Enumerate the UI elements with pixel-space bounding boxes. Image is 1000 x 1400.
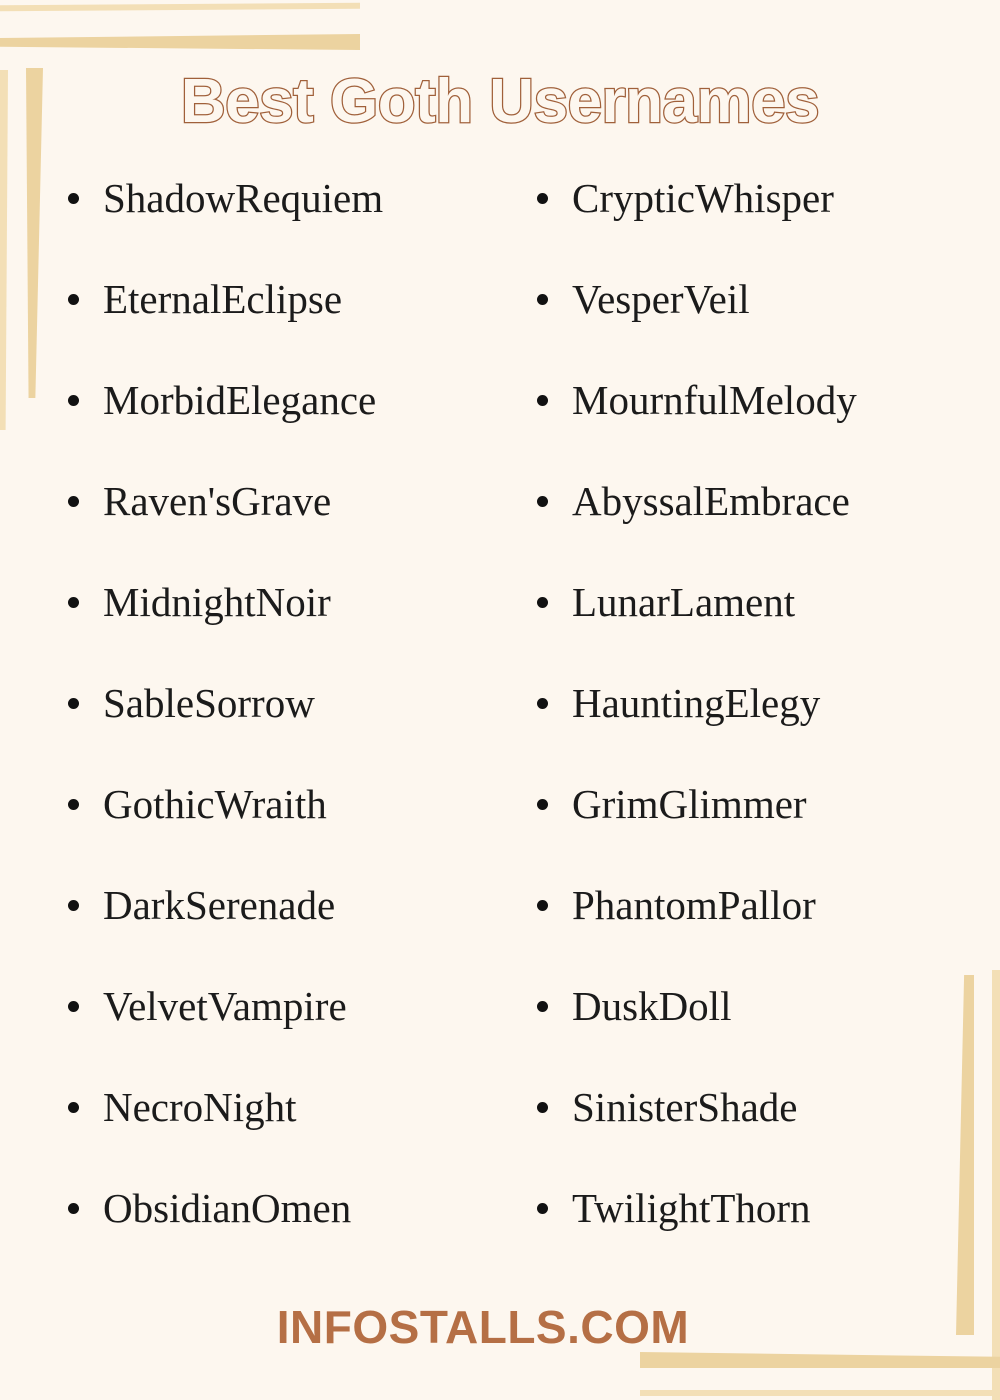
list-item — [537, 653, 857, 754]
bullet-icon — [68, 799, 79, 810]
top-decor-stripe — [0, 34, 360, 50]
bullet-icon — [68, 496, 79, 507]
list-item — [537, 1158, 857, 1259]
username-list-left — [68, 148, 383, 1259]
username-text: GrimGlimmer — [572, 781, 807, 827]
list-item — [537, 451, 857, 552]
username-text: MorbidElegance — [103, 377, 377, 423]
list-item — [68, 855, 383, 956]
bottom-decor-stripe-thin — [640, 1390, 1000, 1396]
username-text: SinisterShade — [572, 1084, 798, 1130]
bullet-icon — [537, 496, 548, 507]
bottom-decor-stripe — [640, 1352, 1000, 1368]
list-item — [537, 754, 857, 855]
bullet-icon — [537, 294, 548, 305]
list-item — [537, 552, 857, 653]
page-title: Best Goth Usernames — [180, 67, 820, 136]
username-text: MidnightNoir — [103, 579, 331, 625]
bullet-icon — [68, 1102, 79, 1113]
username-text: MournfulMelody — [572, 377, 857, 423]
top-decor-stripe-thin — [0, 3, 360, 12]
list-item — [68, 249, 383, 350]
bullet-icon — [537, 1102, 548, 1113]
username-text: CrypticWhisper — [572, 175, 834, 221]
username-text: VesperVeil — [572, 276, 750, 322]
username-text: NecroNight — [103, 1084, 297, 1130]
bullet-icon — [68, 698, 79, 709]
list-item — [68, 148, 383, 249]
bullet-icon — [68, 193, 79, 204]
username-text: Raven'sGrave — [103, 478, 332, 524]
bullet-icon — [68, 597, 79, 608]
bullet-icon — [68, 1001, 79, 1012]
list-item — [68, 653, 383, 754]
list-item — [68, 451, 383, 552]
bullet-icon — [537, 395, 548, 406]
username-text: TwilightThorn — [572, 1185, 811, 1231]
list-item — [537, 350, 857, 451]
username-text: GothicWraith — [103, 781, 327, 827]
list-item — [537, 855, 857, 956]
list-item — [537, 148, 857, 249]
list-item — [68, 1057, 383, 1158]
bullet-icon — [68, 294, 79, 305]
list-item — [68, 552, 383, 653]
list-item — [537, 249, 857, 350]
username-text: ObsidianOmen — [103, 1185, 352, 1231]
bullet-icon — [68, 395, 79, 406]
username-text: PhantomPallor — [572, 882, 816, 928]
list-item — [68, 1158, 383, 1259]
right-decor-stripe-thin — [992, 970, 1000, 1400]
list-item — [68, 956, 383, 1057]
list-item — [68, 350, 383, 451]
username-text: DuskDoll — [572, 983, 732, 1029]
site-watermark: INFOSTALLS.COM — [276, 1301, 690, 1353]
username-list-right — [537, 148, 857, 1259]
list-item — [537, 1057, 857, 1158]
username-text: DarkSerenade — [103, 882, 336, 928]
username-text: VelvetVampire — [103, 983, 347, 1029]
list-item — [68, 754, 383, 855]
username-text: AbyssalEmbrace — [572, 478, 850, 524]
bullet-icon — [537, 193, 548, 204]
bullet-icon — [537, 698, 548, 709]
username-text: HauntingElegy — [572, 680, 821, 726]
bullet-icon — [537, 1203, 548, 1214]
bullet-icon — [68, 1203, 79, 1214]
bullet-icon — [537, 900, 548, 911]
list-item — [537, 956, 857, 1057]
username-text: SableSorrow — [103, 680, 315, 726]
right-decor-stripe — [956, 975, 974, 1335]
bullet-icon — [537, 799, 548, 810]
username-text: LunarLament — [572, 579, 796, 625]
bullet-icon — [537, 1001, 548, 1012]
bullet-icon — [68, 900, 79, 911]
username-text: ShadowRequiem — [103, 175, 384, 221]
bullet-icon — [537, 597, 548, 608]
username-text: EternalEclipse — [103, 276, 343, 322]
